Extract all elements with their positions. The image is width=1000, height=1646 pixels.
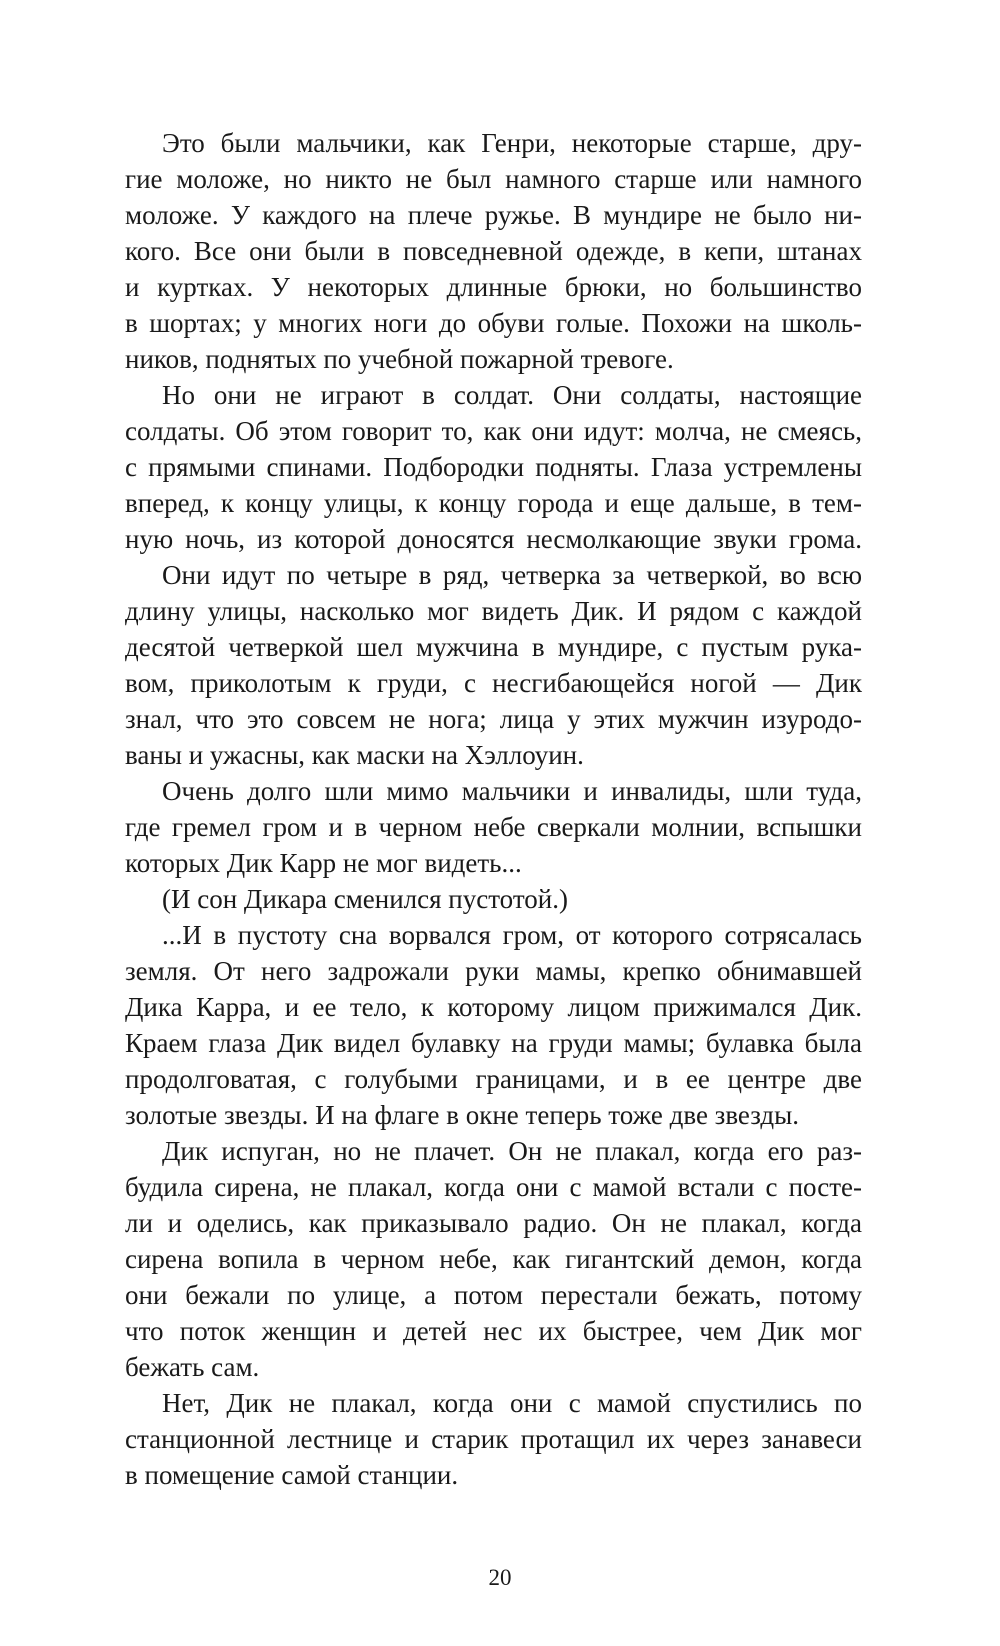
text-line: Дик испуган, но не плачет. Он не плакал, когда его раз- <box>162 1136 862 1166</box>
text-line: вперед, к концу улицы, к концу города и еще дальше, в тем- <box>125 488 862 518</box>
text-line: Они идут по четыре в ряд, четверка за четверкой, во всю <box>162 560 862 590</box>
text-line: где гремел гром и в черном небе сверкали молнии, вспышки <box>125 812 862 842</box>
text-line: которых Дик Карр не мог видеть... <box>125 848 522 878</box>
text-line: Нет, Дик не плакал, когда они с мамой спустились по <box>162 1388 862 1418</box>
text-line: длину улицы, насколько мог видеть Дик. И рядом с каждой <box>125 596 862 626</box>
text-line: продолговатая, с голубыми границами, и в ее центре две <box>125 1064 862 1094</box>
text-line: вом, приколотым к груди, с несгибающейся ногой — Дик <box>125 668 862 698</box>
text-line: земля. От него задрожали руки мамы, крепко обнимавшей <box>125 956 862 986</box>
text-line: бежать сам. <box>125 1352 260 1382</box>
text-line: Краем глаза Дик видел булавку на груди мамы; булавка была <box>125 1028 862 1058</box>
text-line: сирена вопила в черном небе, как гигантский демон, когда <box>125 1244 862 1274</box>
text-line: они бежали по улице, а потом перестали бежать, потому <box>125 1280 862 1310</box>
text-line: (И сон Дикара сменился пустотой.) <box>162 884 568 914</box>
page-number: 20 <box>488 1565 512 1590</box>
text-line: ную ночь, из которой доносятся несмолкающие звуки грома. <box>125 524 862 554</box>
text-line: ников, поднятых по учебной пожарной тревоге. <box>125 344 674 374</box>
text-line: ...И в пустоту сна ворвался гром, от которого сотрясалась <box>162 920 862 950</box>
text-line: моложе. У каждого на плече ружье. В мундире не было ни- <box>125 200 862 230</box>
text-line: ли и оделись, как приказывало радио. Он не плакал, когда <box>125 1208 862 1238</box>
text-line: с прямыми спинами. Подбородки подняты. Глаза устремлены <box>125 452 862 482</box>
text-line: и куртках. У некоторых длинные брюки, но большинство <box>125 272 862 302</box>
text-line: Очень долго шли мимо мальчики и инвалиды, шли туда, <box>162 776 862 806</box>
text-line: будила сирена, не плакал, когда они с мамой встали с посте- <box>125 1172 862 1202</box>
text-line: десятой четверкой шел мужчина в мундире, с пустым рука- <box>125 632 862 662</box>
text-line: Это были мальчики, как Генри, некоторые старше, дру- <box>162 128 862 158</box>
text-line: что поток женщин и детей нес их быстрее, чем Дик мог <box>125 1316 862 1346</box>
text-line: станционной лестнице и старик протащил их через занавеси <box>125 1424 862 1454</box>
text-line: знал, что это совсем не нога; лица у этих мужчин изуродо- <box>125 704 862 734</box>
text-line: солдаты. Об этом говорит то, как они идут: молча, не смеясь, <box>125 416 862 446</box>
text-line: золотые звезды. И на флаге в окне теперь тоже две звезды. <box>125 1100 800 1130</box>
text-line: ваны и ужасны, как маски на Хэллоуин. <box>125 740 584 770</box>
text-line: Но они не играют в солдат. Они солдаты, настоящие <box>162 380 862 410</box>
text-line: Дика Карра, и ее тело, к которому лицом прижимался Дик. <box>125 992 862 1022</box>
text-line: гие моложе, но никто не был намного старше или намного <box>125 164 862 194</box>
text-line: в шортах; у многих ноги до обуви голые. Похожи на школь- <box>125 308 862 338</box>
text-line: кого. Все они были в повседневной одежде, в кепи, штанах <box>125 236 862 266</box>
text-line: в помещение самой станции. <box>125 1460 459 1490</box>
